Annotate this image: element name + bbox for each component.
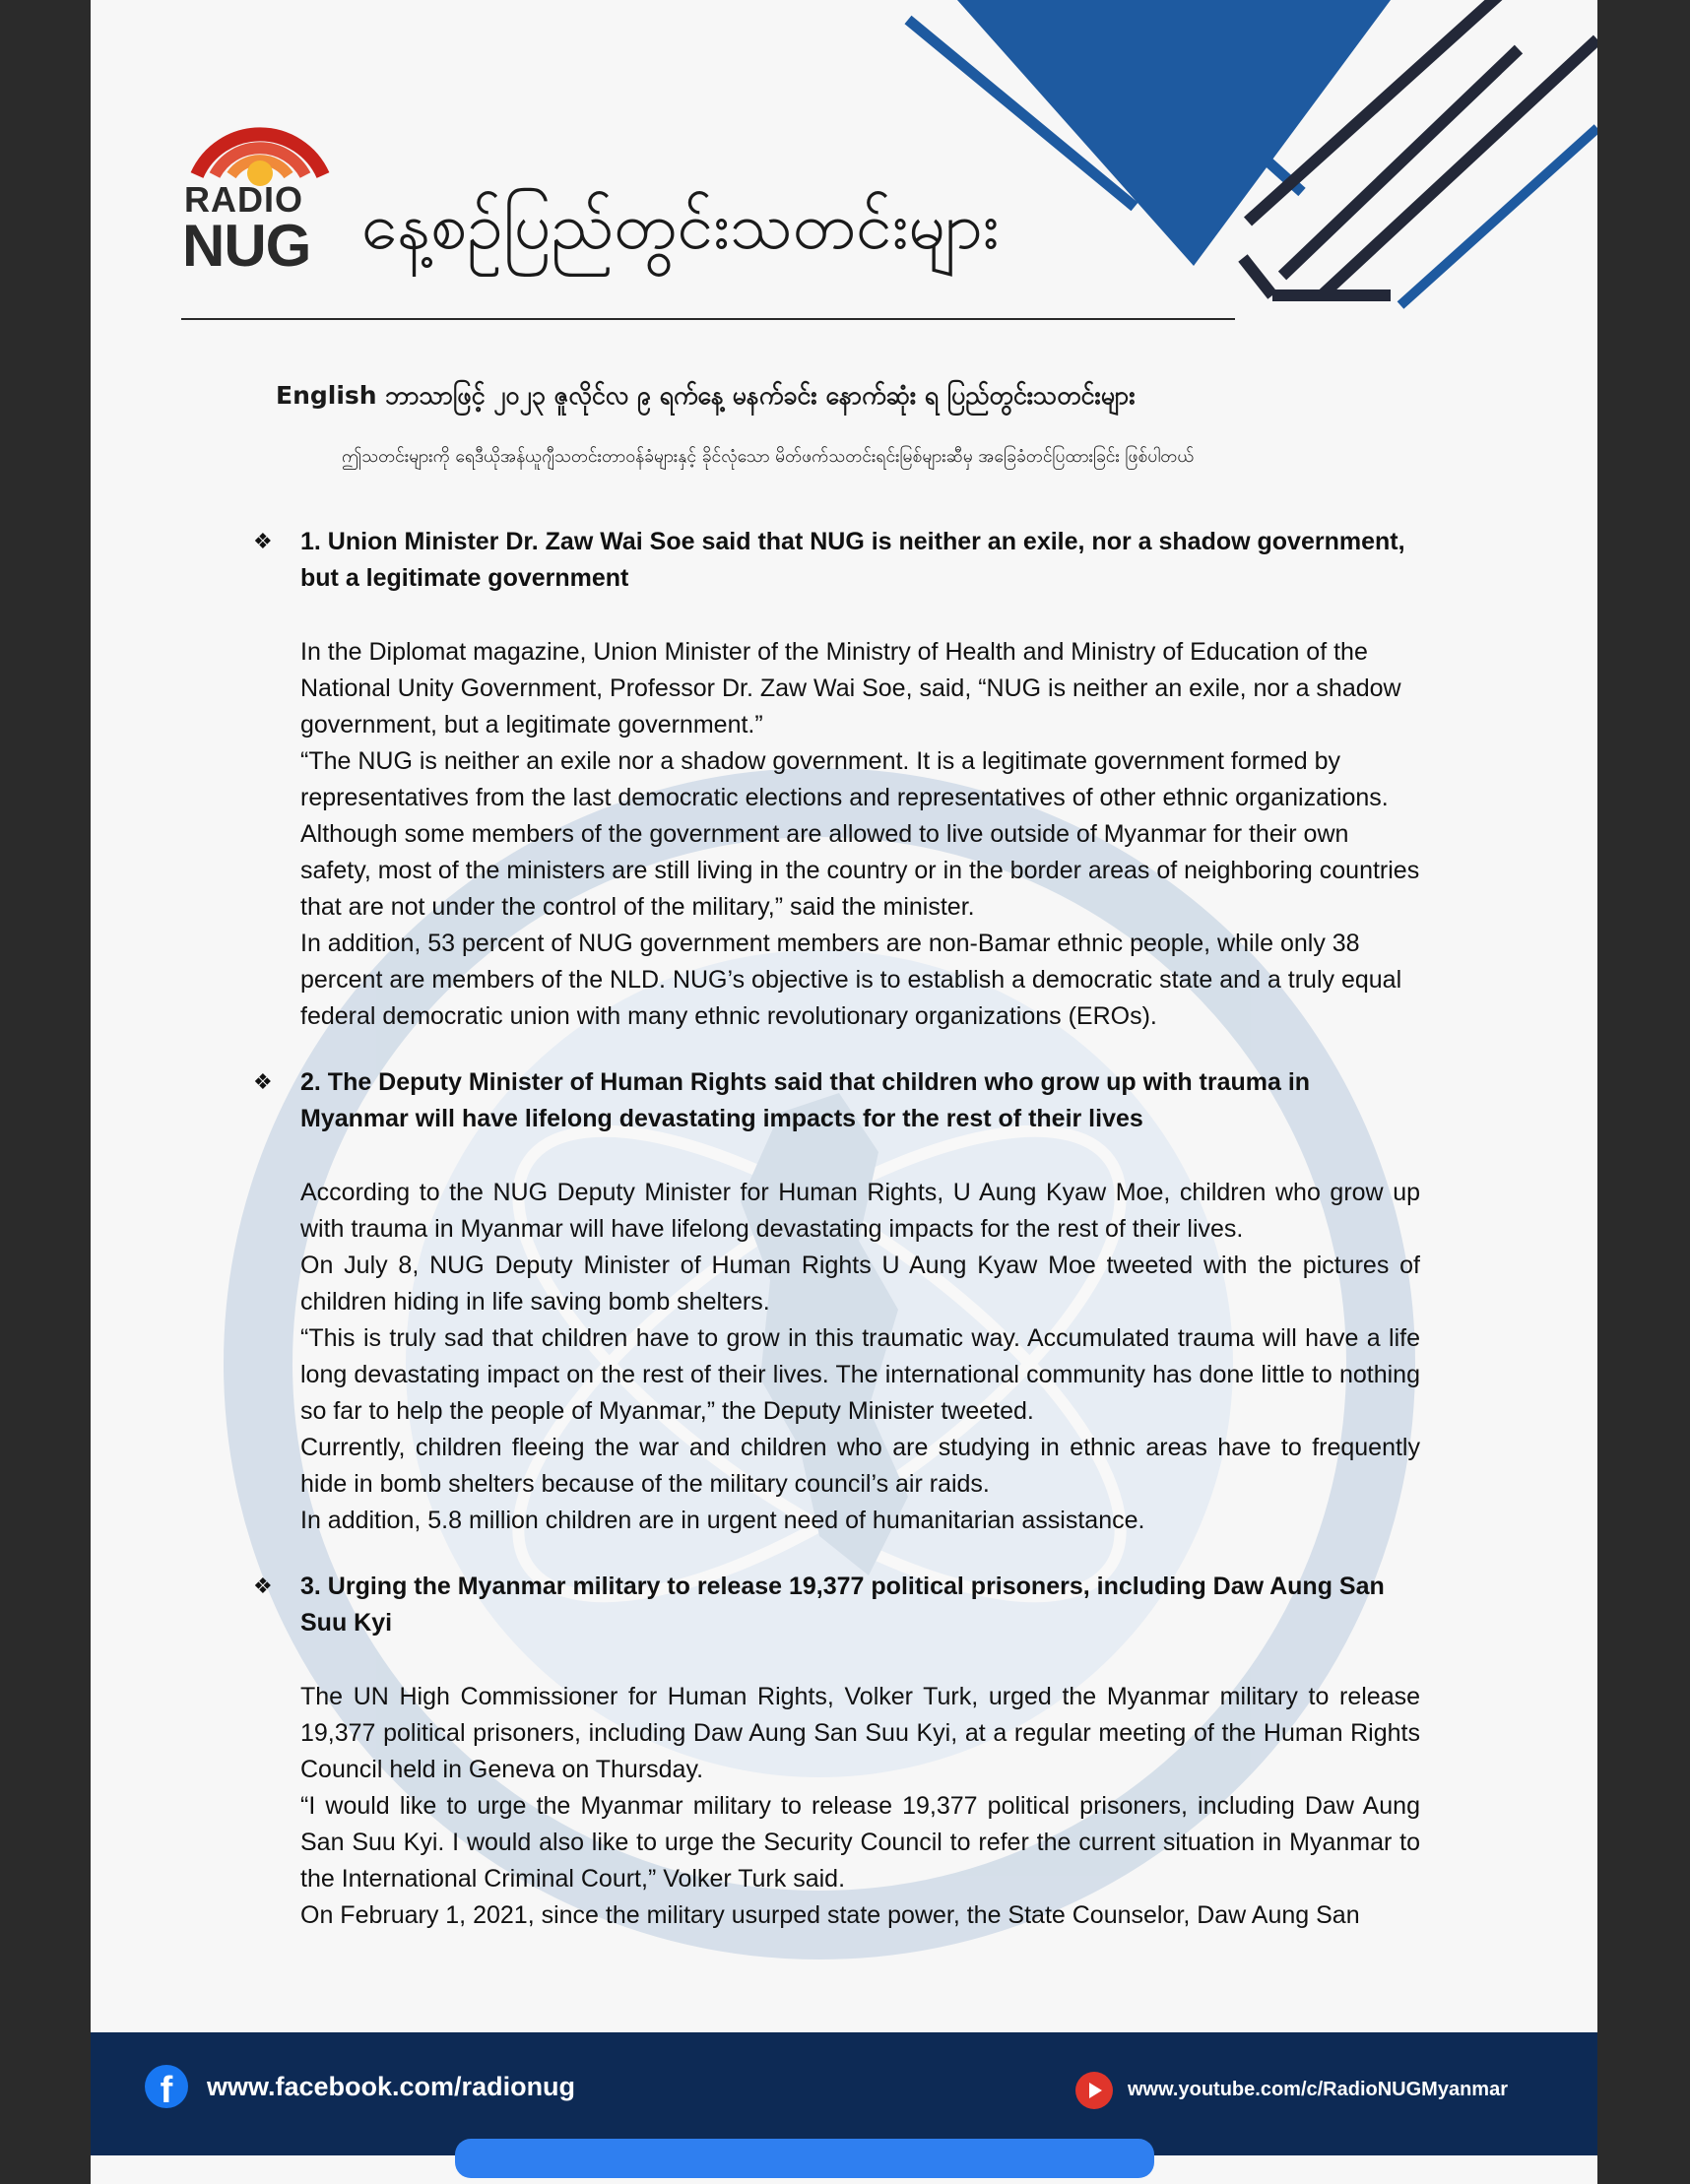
paragraph: The UN High Commissioner for Human Rights, Volker Turk, urged the Myanmar military to release 19,377 political prisoners, including Daw Aung San Suu Kyi, at a regular meeting of the Human Rights Council held in Geneva on Thursday. xyxy=(300,1683,1420,1783)
news-item xyxy=(253,1569,1420,1934)
paragraph: In the Diplomat magazine, Union Minister of the Ministry of Health and Ministry of Education of the National Unity Government, Professor Dr. Zaw Wai Soe, said, “NUG is neither an exile, nor a shadow government, but a legitimate government.” xyxy=(300,638,1401,739)
paragraph: On February 1, 2021, since the military usurped state power, the State Counselor, Daw Aung San xyxy=(300,1901,1360,1929)
header-divider xyxy=(181,318,1235,320)
paragraph: According to the NUG Deputy Minister for Human Rights, U Aung Kyaw Moe, children who grow up with trauma in Myanmar will have lifelong devastating impacts for the rest of their lives. xyxy=(300,1179,1420,1243)
date-subtitle: English ဘာသာဖြင့် ၂၀၂၃ ဇူလိုင်လ ၉ ရက်နေ့ မနက်ခင်း နောက်ဆုံး ရ ပြည်တွင်းသတင်းများ xyxy=(276,381,1136,410)
bottom-bar xyxy=(455,2139,1154,2178)
page-title: နေ့စဉ်ပြည်တွင်းသတင်းများ xyxy=(361,188,1000,264)
news-heading xyxy=(253,524,1420,597)
paragraph: Currently, children fleeing the war and children who are studying in ethnic areas have to frequently hide in bomb shelters because of the military council’s air raids. xyxy=(300,1434,1420,1498)
diamond-bullet-icon: ❖ xyxy=(253,1070,273,1095)
diamond-bullet-icon: ❖ xyxy=(253,530,273,554)
paragraph: “I would like to urge the Myanmar military to release 19,377 political prisoners, including Daw Aung San Suu Kyi. I would also like to urge the Security Council to refer the current situation in Myanmar to the International Criminal Court,” Volker Turk said. xyxy=(300,1792,1420,1893)
news-body xyxy=(253,634,1420,1035)
paragraph: “The NUG is neither an exile nor a shadow government. It is a legitimate government formed by representatives from the last democratic elections and representatives of other ethnic organizations. Although some members of the government are allowed to live outside of Myanmar for their own safety, most of the ministers are still living in the country or in the border areas of neighboring countries that are not under the control of the military,” said the minister. xyxy=(300,747,1420,921)
facebook-link[interactable]: www.facebook.com/radionug xyxy=(207,2072,576,2101)
news-item xyxy=(253,1064,1420,1539)
paragraph: In addition, 5.8 million children are in urgent need of humanitarian assistance. xyxy=(300,1507,1145,1534)
news-item xyxy=(253,524,1420,1035)
source-note: ဤသတင်းများကို ရေဒီယိုအန်ယူဂျီသတင်းတာဝန်ခံများနှင့် ခိုင်လုံသော မိတ်ဖက်သတင်းရင်းမြစ်များဆီမှ အခြေခံတင်ပြထားခြင်း ဖြစ်ပါတယ် xyxy=(342,447,1195,467)
logo-nug-text: NUG xyxy=(182,213,311,279)
paragraph: On July 8, NUG Deputy Minister of Human Rights U Aung Kyaw Moe tweeted with the pictures of children hiding in life saving bomb shelters. xyxy=(300,1252,1420,1316)
facebook-icon[interactable]: f xyxy=(145,2065,188,2108)
news-heading-text: 2. The Deputy Minister of Human Rights said that children who grow up with trauma in Myanmar will have lifelong devastating impacts for the rest of their lives xyxy=(300,1068,1311,1132)
news-heading-text: 3. Urging the Myanmar military to release 19,377 political prisoners, including Daw Aung San Suu Kyi xyxy=(300,1573,1385,1637)
youtube-link[interactable]: www.youtube.com/c/RadioNUGMyanmar xyxy=(1128,2079,1508,2100)
youtube-icon[interactable] xyxy=(1075,2072,1113,2109)
logo-radio-text: RADIO xyxy=(184,179,303,220)
diamond-bullet-icon: ❖ xyxy=(253,1574,273,1599)
paragraph: “This is truly sad that children have to grow in this traumatic way. Accumulated trauma will have a life long devastating impact on the rest of their lives. The international community has done little to nothing so far to help the people of Myanmar,” the Deputy Minister tweeted. xyxy=(300,1324,1420,1425)
corner-stripes-icon xyxy=(908,0,1597,305)
news-heading xyxy=(253,1064,1420,1137)
news-page xyxy=(91,0,1597,2184)
news-content xyxy=(253,524,1420,1963)
news-heading xyxy=(253,1569,1420,1641)
news-body xyxy=(253,1175,1420,1539)
news-body xyxy=(253,1679,1420,1934)
news-heading-text: 1. Union Minister Dr. Zaw Wai Soe said that NUG is neither an exile, nor a shadow government, but a legitimate government xyxy=(300,528,1405,592)
paragraph: In addition, 53 percent of NUG government members are non-Bamar ethnic people, while only 38 percent are members of the NLD. NUG’s objective is to establish a democratic state and a truly equal federal democratic union with many ethnic revolutionary organizations (EROs). xyxy=(300,930,1402,1030)
